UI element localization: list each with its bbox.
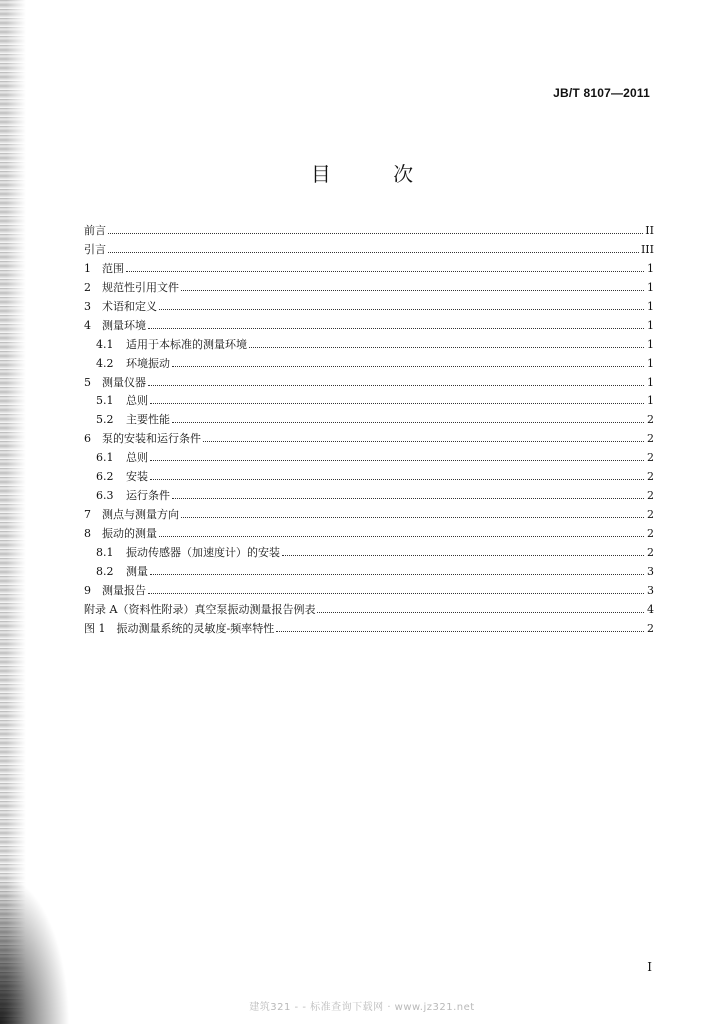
toc-leader-dots	[148, 384, 644, 386]
toc-leader-dots	[150, 573, 644, 575]
toc-entry-label: 附录 A（资料性附录）真空泵振动测量报告例表	[84, 602, 316, 616]
toc-entry-page: 1	[647, 356, 654, 370]
toc-entry-page: 1	[647, 261, 654, 275]
toc-entry[interactable]	[84, 506, 654, 525]
toc-leader-dots	[148, 327, 644, 329]
toc-entry-label: 图 1 振动测量系统的灵敏度-频率特性	[84, 621, 275, 635]
toc-leader-dots	[172, 365, 644, 367]
toc-entry[interactable]	[84, 487, 654, 506]
toc-entry[interactable]	[84, 563, 654, 582]
table-of-contents	[84, 222, 654, 639]
toc-entry-label: 总则	[126, 394, 148, 408]
toc-entry[interactable]	[84, 468, 654, 487]
toc-entry[interactable]	[84, 298, 654, 317]
toc-entry[interactable]	[84, 449, 654, 468]
toc-entry-page: 2	[647, 451, 654, 465]
toc-leader-dots	[317, 611, 644, 613]
toc-leader-dots	[148, 592, 644, 594]
page-number: I	[647, 960, 652, 974]
toc-entry[interactable]	[84, 336, 654, 355]
toc-entry-page: 2	[647, 470, 654, 484]
toc-entry-number: 8.1	[96, 545, 114, 559]
toc-entry-number: 6	[84, 432, 91, 446]
toc-entry-number: 6.2	[96, 470, 114, 484]
toc-leader-dots	[159, 308, 644, 310]
toc-entry[interactable]	[84, 241, 654, 260]
toc-entry[interactable]	[84, 317, 654, 336]
toc-entry-label: 前言	[84, 224, 106, 237]
toc-entry-label: 振动传感器（加速度计）的安装	[126, 545, 280, 559]
toc-entry-label: 总则	[126, 451, 148, 465]
toc-entry-number: 4.2	[96, 356, 114, 370]
toc-leader-dots	[150, 478, 644, 480]
toc-entry[interactable]	[84, 392, 654, 411]
toc-entry-number: 6.1	[96, 451, 114, 465]
toc-entry-label: 测量环境	[102, 318, 146, 332]
toc-entry-label: 测点与测量方向	[102, 508, 179, 522]
toc-entry[interactable]	[84, 222, 654, 241]
toc-leader-dots	[282, 554, 644, 556]
toc-entry-page: 3	[647, 564, 654, 578]
toc-entry-label: 主要性能	[126, 413, 170, 427]
toc-entry-page: 1	[647, 280, 654, 294]
toc-leader-dots	[172, 421, 644, 423]
scan-shadow-left	[0, 0, 26, 1024]
toc-entry-page: III	[640, 242, 654, 256]
toc-entry[interactable]	[84, 620, 654, 639]
toc-leader-dots	[150, 402, 644, 404]
toc-leader-dots	[108, 232, 643, 234]
toc-entry-page: 1	[647, 394, 654, 408]
toc-entry-page: 2	[647, 432, 654, 446]
toc-entry-page: 2	[647, 508, 654, 522]
toc-entry[interactable]	[84, 260, 654, 279]
toc-entry-label: 泵的安装和运行条件	[102, 432, 201, 446]
toc-leader-dots	[249, 346, 644, 348]
toc-entry-label: 环境振动	[126, 356, 170, 370]
watermark: 建筑321 - - 标准查询下载网 · www.jz321.net	[249, 1002, 475, 1013]
toc-entry-label: 运行条件	[126, 489, 170, 503]
toc-entry-number: 6.3	[96, 489, 114, 503]
toc-entry[interactable]	[84, 355, 654, 374]
toc-entry-label: 测量仪器	[102, 375, 146, 389]
toc-entry-page: 2	[647, 413, 654, 427]
toc-entry-page: 1	[647, 375, 654, 389]
toc-entry-number: 8.2	[96, 564, 114, 578]
toc-leader-dots	[159, 535, 644, 537]
toc-entry-label: 振动的测量	[102, 527, 157, 540]
toc-entry-label: 规范性引用文件	[102, 280, 179, 294]
toc-entry-number: 1	[84, 261, 91, 275]
toc-entry-number: 5.2	[96, 413, 114, 427]
toc-entry-page: 2	[647, 621, 654, 635]
toc-entry-page: II	[645, 224, 654, 237]
toc-leader-dots	[126, 270, 644, 272]
toc-entry-label: 适用于本标准的测量环境	[126, 337, 247, 351]
toc-entry-page: 1	[647, 299, 654, 313]
toc-leader-dots	[172, 497, 644, 499]
toc-entry-page: 2	[647, 489, 654, 503]
toc-entry-label: 范围	[102, 261, 124, 275]
toc-entry-label: 术语和定义	[102, 299, 157, 313]
toc-entry-number: 7	[84, 508, 91, 522]
toc-leader-dots	[150, 459, 644, 461]
standard-code: JB/T 8107—2011	[553, 86, 650, 100]
toc-entry-number: 5.1	[96, 394, 114, 408]
toc-leader-dots	[181, 516, 644, 518]
toc-entry[interactable]	[84, 582, 654, 601]
toc-entry-number: 3	[84, 299, 91, 313]
toc-entry-page: 1	[647, 318, 654, 332]
toc-entry-label: 安装	[126, 470, 148, 484]
toc-leader-dots	[108, 251, 639, 253]
toc-entry-number: 8	[84, 527, 91, 540]
toc-entry-page: 3	[647, 583, 654, 597]
toc-entry[interactable]	[84, 411, 654, 430]
toc-entry-page: 4	[647, 602, 654, 616]
toc-entry-page: 1	[647, 337, 654, 351]
toc-entry-number: 4	[84, 318, 91, 332]
toc-entry[interactable]	[84, 601, 654, 620]
toc-title: 目 次	[310, 162, 442, 186]
toc-leader-dots	[203, 440, 644, 442]
toc-entry-label: 测量报告	[102, 583, 146, 597]
toc-entry[interactable]	[84, 525, 654, 544]
toc-leader-dots	[276, 630, 644, 632]
toc-entry-number: 5	[84, 375, 91, 389]
toc-leader-dots	[181, 289, 644, 291]
toc-entry[interactable]	[84, 374, 654, 393]
toc-entry-number: 9	[84, 583, 91, 597]
toc-entry[interactable]	[84, 430, 654, 449]
toc-entry-number: 2	[84, 280, 91, 294]
toc-entry-label: 测量	[126, 564, 148, 578]
toc-entry-label: 引言	[84, 242, 106, 256]
toc-entry-page: 2	[647, 545, 654, 559]
toc-entry-page: 2	[647, 527, 654, 540]
toc-entry-number: 4.1	[96, 337, 114, 351]
toc-entry[interactable]	[84, 544, 654, 563]
toc-entry[interactable]	[84, 279, 654, 298]
